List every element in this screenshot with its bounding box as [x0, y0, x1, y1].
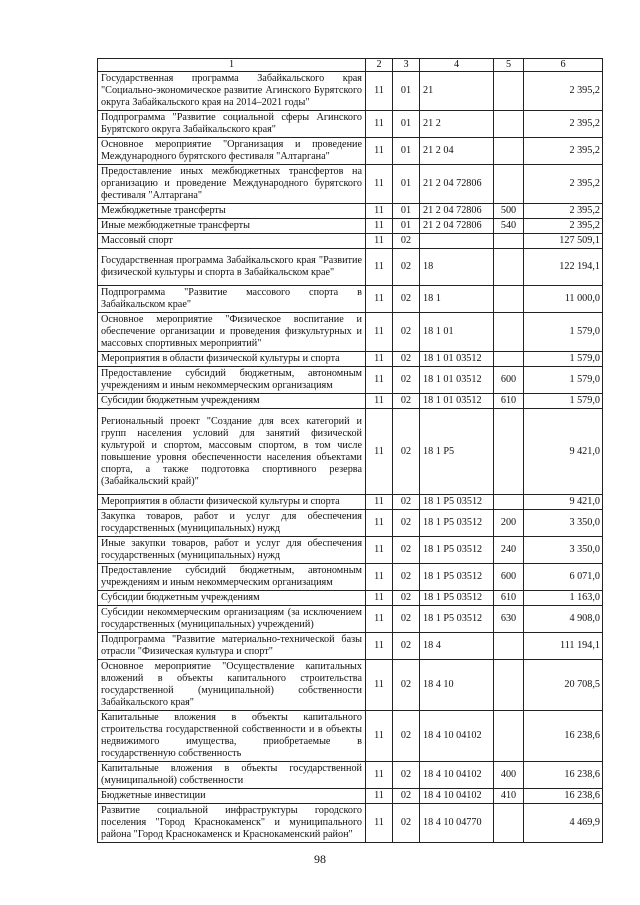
header-cell: 2 [366, 59, 393, 72]
row-name-cell: Массовый спорт [98, 234, 366, 249]
amount-cell: 20 708,5 [524, 660, 603, 711]
row-name-cell: Межбюджетные трансферты [98, 204, 366, 219]
page-number: 98 [314, 852, 326, 866]
target-article-cell: 18 [420, 249, 494, 286]
table-row [98, 564, 603, 591]
amount-cell: 1 579,0 [524, 313, 603, 352]
section-cell: 11 [366, 165, 393, 204]
subsection-cell: 01 [393, 111, 420, 138]
target-article-cell: 21 2 04 [420, 138, 494, 165]
amount-cell: 9 421,0 [524, 495, 603, 510]
row-name-cell: Государственная программа Забайкальского края "Социально-экономическое развитие Агинского Бурятского округа Забайкальского края на 2014–2021 годы" [98, 72, 366, 111]
expense-type-cell: 500 [494, 204, 524, 219]
row-name-cell: Субсидии бюджетным учреждениям [98, 394, 366, 409]
subsection-cell: 02 [393, 352, 420, 367]
row-name-cell: Иные межбюджетные трансферты [98, 219, 366, 234]
section-cell: 11 [366, 286, 393, 313]
section-cell: 11 [366, 510, 393, 537]
table-row [98, 204, 603, 219]
table-row [98, 313, 603, 352]
amount-cell: 4 469,9 [524, 804, 603, 843]
table-row [98, 286, 603, 313]
expense-type-cell [494, 804, 524, 843]
expense-type-cell [494, 409, 524, 495]
amount-cell: 1 579,0 [524, 367, 603, 394]
target-article-cell: 18 4 10 04102 [420, 711, 494, 762]
row-name-cell: Капитальные вложения в объекты капитального строительства государственной собственности и в объекты недвижимого имущества, приобретаемые в государственную собственность [98, 711, 366, 762]
table-row [98, 249, 603, 286]
subsection-cell: 01 [393, 138, 420, 165]
expense-type-cell [494, 286, 524, 313]
section-cell: 11 [366, 591, 393, 606]
subsection-cell: 02 [393, 591, 420, 606]
subsection-cell: 02 [393, 789, 420, 804]
target-article-cell: 18 1 01 03512 [420, 352, 494, 367]
target-article-cell: 18 1 P5 03512 [420, 510, 494, 537]
target-article-cell: 21 2 04 72806 [420, 165, 494, 204]
amount-cell: 16 238,6 [524, 711, 603, 762]
amount-cell: 11 000,0 [524, 286, 603, 313]
expense-type-cell [494, 165, 524, 204]
target-article-cell: 18 4 [420, 633, 494, 660]
section-cell: 11 [366, 249, 393, 286]
subsection-cell: 02 [393, 495, 420, 510]
amount-cell: 6 071,0 [524, 564, 603, 591]
subsection-cell: 02 [393, 633, 420, 660]
section-cell: 11 [366, 537, 393, 564]
expense-type-cell [494, 138, 524, 165]
header-cell: 4 [420, 59, 494, 72]
table-row [98, 510, 603, 537]
row-name-cell: Субсидии некоммерческим организациям (за исключением государственных (муниципальных) учреждений) [98, 606, 366, 633]
row-name-cell: Государственная программа Забайкальского края "Развитие физической культуры и спорта в Забайкальском крае" [98, 249, 366, 286]
table-row [98, 111, 603, 138]
amount-cell: 3 350,0 [524, 510, 603, 537]
target-article-cell: 18 1 01 03512 [420, 367, 494, 394]
section-cell: 11 [366, 394, 393, 409]
table-row [98, 219, 603, 234]
table-row [98, 762, 603, 789]
subsection-cell: 02 [393, 313, 420, 352]
target-article-cell [420, 234, 494, 249]
target-article-cell: 18 4 10 04102 [420, 789, 494, 804]
subsection-cell: 02 [393, 564, 420, 591]
section-cell: 11 [366, 633, 393, 660]
subsection-cell: 01 [393, 204, 420, 219]
table-row [98, 606, 603, 633]
amount-cell: 4 908,0 [524, 606, 603, 633]
section-cell: 11 [366, 204, 393, 219]
budget-table [97, 58, 603, 843]
row-name-cell: Субсидии бюджетным учреждениям [98, 591, 366, 606]
row-name-cell: Предоставление иных межбюджетных трансфертов на организацию и проведение Международного бурятского фестиваля "Алтаргана" [98, 165, 366, 204]
target-article-cell: 21 2 04 72806 [420, 204, 494, 219]
subsection-cell: 02 [393, 711, 420, 762]
table-row [98, 711, 603, 762]
row-name-cell: Капитальные вложения в объекты государственной (муниципальной) собственности [98, 762, 366, 789]
expense-type-cell [494, 313, 524, 352]
table-row [98, 804, 603, 843]
amount-cell: 16 238,6 [524, 789, 603, 804]
table-row [98, 352, 603, 367]
amount-cell: 2 395,2 [524, 165, 603, 204]
section-cell: 11 [366, 606, 393, 633]
expense-type-cell: 600 [494, 564, 524, 591]
header-cell: 1 [98, 59, 366, 72]
section-cell: 11 [366, 352, 393, 367]
expense-type-cell: 610 [494, 591, 524, 606]
subsection-cell: 02 [393, 234, 420, 249]
expense-type-cell: 410 [494, 789, 524, 804]
target-article-cell: 18 4 10 04102 [420, 762, 494, 789]
section-cell: 11 [366, 804, 393, 843]
row-name-cell: Иные закупки товаров, работ и услуг для обеспечения государственных (муниципальных) нужд [98, 537, 366, 564]
amount-cell: 122 194,1 [524, 249, 603, 286]
amount-cell: 1 579,0 [524, 394, 603, 409]
expense-type-cell: 540 [494, 219, 524, 234]
table-row [98, 495, 603, 510]
target-article-cell: 18 1 01 03512 [420, 394, 494, 409]
target-article-cell: 18 1 P5 03512 [420, 537, 494, 564]
row-name-cell: Бюджетные инвестиции [98, 789, 366, 804]
table-row [98, 591, 603, 606]
row-name-cell: Мероприятия в области физической культуры и спорта [98, 495, 366, 510]
amount-cell: 2 395,2 [524, 111, 603, 138]
target-article-cell: 18 1 P5 [420, 409, 494, 495]
target-article-cell: 18 1 P5 03512 [420, 564, 494, 591]
table-row [98, 660, 603, 711]
target-article-cell: 18 4 10 [420, 660, 494, 711]
subsection-cell: 02 [393, 286, 420, 313]
target-article-cell: 21 [420, 72, 494, 111]
table-row [98, 789, 603, 804]
row-name-cell: Подпрограмма "Развитие массового спорта в Забайкальском крае" [98, 286, 366, 313]
section-cell: 11 [366, 234, 393, 249]
amount-cell: 16 238,6 [524, 762, 603, 789]
amount-cell: 111 194,1 [524, 633, 603, 660]
header-cell: 3 [393, 59, 420, 72]
table-row [98, 234, 603, 249]
section-cell: 11 [366, 564, 393, 591]
table-row [98, 394, 603, 409]
subsection-cell: 02 [393, 660, 420, 711]
row-name-cell: Развитие социальной инфраструктуры городского поселения "Город Краснокаменск" и муниципального района "Город Краснокаменск и Краснокаменский район" [98, 804, 366, 843]
expense-type-cell [494, 495, 524, 510]
amount-cell: 9 421,0 [524, 409, 603, 495]
target-article-cell: 18 4 10 04770 [420, 804, 494, 843]
section-cell: 11 [366, 138, 393, 165]
expense-type-cell [494, 711, 524, 762]
expense-type-cell: 240 [494, 537, 524, 564]
table-header-row [98, 59, 603, 72]
expense-type-cell: 610 [494, 394, 524, 409]
subsection-cell: 02 [393, 249, 420, 286]
row-name-cell: Предоставление субсидий бюджетным, автономным учреждениям и иным некоммерческим организациям [98, 564, 366, 591]
subsection-cell: 02 [393, 762, 420, 789]
target-article-cell: 21 2 [420, 111, 494, 138]
amount-cell: 2 395,2 [524, 204, 603, 219]
subsection-cell: 02 [393, 606, 420, 633]
section-cell: 11 [366, 762, 393, 789]
table-row [98, 165, 603, 204]
subsection-cell: 02 [393, 510, 420, 537]
expense-type-cell: 200 [494, 510, 524, 537]
row-name-cell: Основное мероприятие "Физическое воспитание и обеспечение организации и проведения физкультурных и массовых спортивных мероприятий" [98, 313, 366, 352]
target-article-cell: 21 2 04 72806 [420, 219, 494, 234]
section-cell: 11 [366, 72, 393, 111]
target-article-cell: 18 1 01 [420, 313, 494, 352]
target-article-cell: 18 1 P5 03512 [420, 606, 494, 633]
section-cell: 11 [366, 495, 393, 510]
subsection-cell: 01 [393, 219, 420, 234]
row-name-cell: Подпрограмма "Развитие социальной сферы Агинского Бурятского округа Забайкальского края" [98, 111, 366, 138]
subsection-cell: 02 [393, 367, 420, 394]
subsection-cell: 01 [393, 165, 420, 204]
table-row [98, 367, 603, 394]
target-article-cell: 18 1 [420, 286, 494, 313]
section-cell: 11 [366, 367, 393, 394]
expense-type-cell [494, 249, 524, 286]
section-cell: 11 [366, 660, 393, 711]
row-name-cell: Мероприятия в области физической культуры и спорта [98, 352, 366, 367]
section-cell: 11 [366, 711, 393, 762]
table-row [98, 633, 603, 660]
row-name-cell: Подпрограмма "Развитие материально-технической базы отрасли "Физическая культура и спорт" [98, 633, 366, 660]
table-row [98, 138, 603, 165]
row-name-cell: Закупка товаров, работ и услуг для обеспечения государственных (муниципальных) нужд [98, 510, 366, 537]
section-cell: 11 [366, 111, 393, 138]
section-cell: 11 [366, 219, 393, 234]
row-name-cell: Основное мероприятие "Организация и проведение Международного бурятского фестиваля "Алтаргана" [98, 138, 366, 165]
header-cell: 6 [524, 59, 603, 72]
header-cell: 5 [494, 59, 524, 72]
expense-type-cell [494, 111, 524, 138]
subsection-cell: 01 [393, 72, 420, 111]
target-article-cell: 18 1 P5 03512 [420, 495, 494, 510]
expense-type-cell: 630 [494, 606, 524, 633]
expense-type-cell: 600 [494, 367, 524, 394]
table-row [98, 409, 603, 495]
amount-cell: 2 395,2 [524, 72, 603, 111]
row-name-cell: Региональный проект "Создание для всех категорий и групп населения условий для занятий физической культурой и спортом, массовым спортом, в том числе повышение уровня обеспеченности населения объектами спорта, а также подготовка спортивного резерва (Забайкальский край)" [98, 409, 366, 495]
subsection-cell: 02 [393, 409, 420, 495]
amount-cell: 1 579,0 [524, 352, 603, 367]
section-cell: 11 [366, 409, 393, 495]
section-cell: 11 [366, 313, 393, 352]
subsection-cell: 02 [393, 537, 420, 564]
amount-cell: 2 395,2 [524, 219, 603, 234]
subsection-cell: 02 [393, 394, 420, 409]
section-cell: 11 [366, 789, 393, 804]
amount-cell: 127 509,1 [524, 234, 603, 249]
expense-type-cell [494, 234, 524, 249]
expense-type-cell [494, 633, 524, 660]
target-article-cell: 18 1 P5 03512 [420, 591, 494, 606]
expense-type-cell: 400 [494, 762, 524, 789]
expense-type-cell [494, 660, 524, 711]
amount-cell: 2 395,2 [524, 138, 603, 165]
row-name-cell: Предоставление субсидий бюджетным, автономным учреждениям и иным некоммерческим организациям [98, 367, 366, 394]
subsection-cell: 02 [393, 804, 420, 843]
amount-cell: 1 163,0 [524, 591, 603, 606]
expense-type-cell [494, 352, 524, 367]
table-row [98, 537, 603, 564]
expense-type-cell [494, 72, 524, 111]
amount-cell: 3 350,0 [524, 537, 603, 564]
row-name-cell: Основное мероприятие "Осуществление капитальных вложений в объекты капитального строительства государственной (муниципальной) собственности Забайкальского края" [98, 660, 366, 711]
table-row [98, 72, 603, 111]
